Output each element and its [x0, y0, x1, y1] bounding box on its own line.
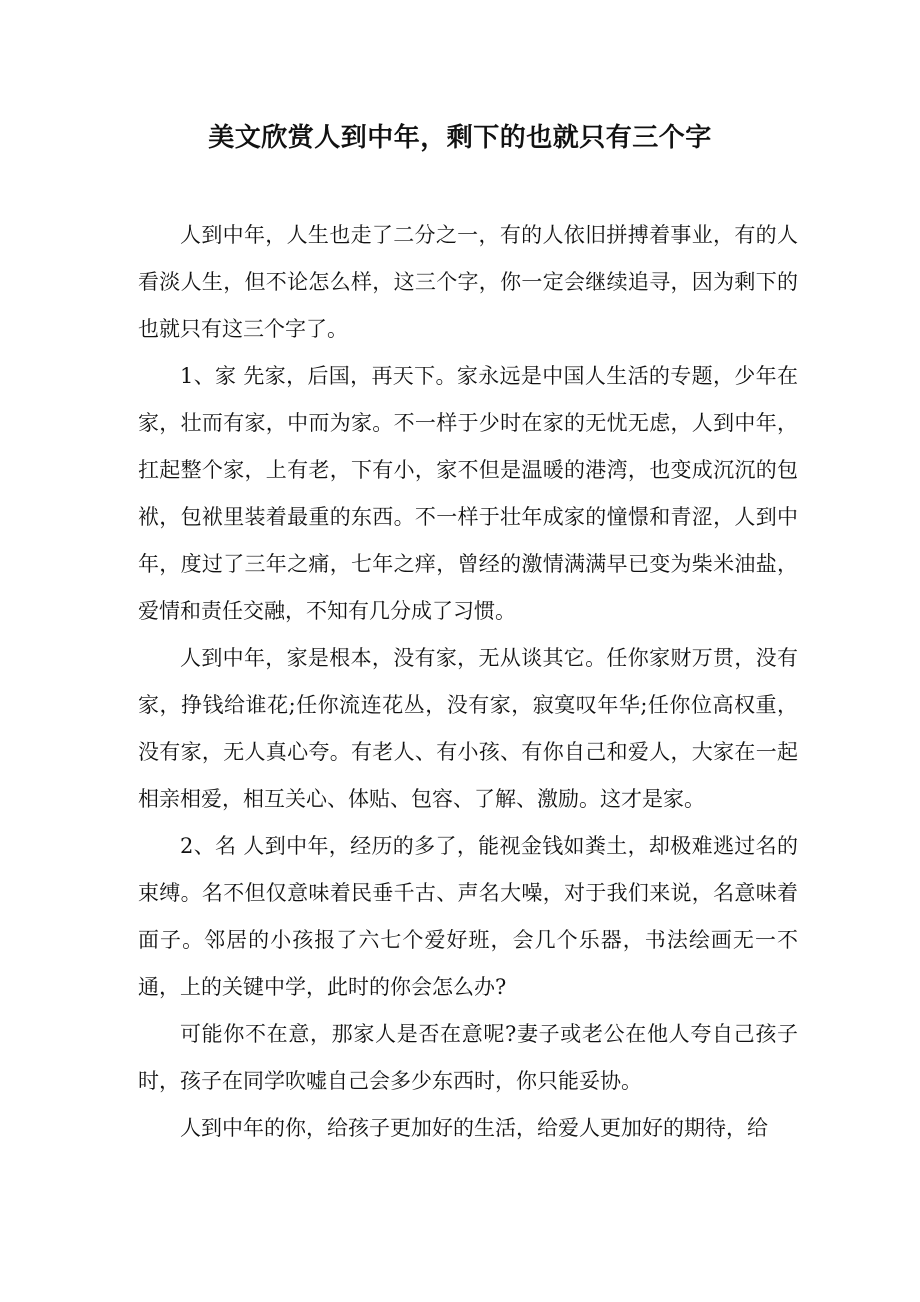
paragraph-intro: 人到中年，人生也走了二分之一，有的人依旧拼搏着事业，有的人看淡人生，但不论怎么样，这三个字，你一定会继续追寻，因为剩下的也就只有这三个字了。 [138, 223, 798, 341]
paragraph-midlife: 人到中年的你，给孩子更加好的生活，给爱人更加好的期待，给 [180, 1116, 768, 1140]
paragraph-name: 2、名 人到中年，经历的多了，能视金钱如粪土，却极难逃过名的束缚。名不但仅意味着民垂千古、声名大噪，对于我们来说，名意味着面子。邻居的小孩报了六七个爱好班，会几个乐器，书法绘画无一不通，上的关键中学，此时的你会怎么办? [138, 834, 798, 999]
paragraph-home-root: 人到中年，家是根本，没有家，无从谈其它。任你家财万贯，没有家，挣钱给谁花;任你流连花丛，没有家，寂寞叹年华;任你位高权重，没有家，无人真心夸。有老人、有小孩、有你自己和爱人，大家在一起相亲相爱，相互关心、体贴、包容、了解、激励。这才是家。 [138, 646, 798, 811]
paragraph-compromise: 可能你不在意，那家人是否在意呢?妻子或老公在他人夸自己孩子时，孩子在同学吹嘘自己会多少东西时，你只能妥协。 [138, 1022, 798, 1093]
document-title: 美文欣赏人到中年，剩下的也就只有三个字 [208, 123, 712, 153]
document-body [138, 212, 798, 1152]
paragraph-home: 1、家 先家，后国，再天下。家永远是中国人生活的专题，少年在家，壮而有家，中而为家。不一样于少时在家的无忧无虑，人到中年，扛起整个家，上有老，下有小，家不但是温暖的港湾，也变成沉沉的包袱，包袱里装着最重的东西。不一样于壮年成家的憧憬和青涩，人到中年，度过了三年之痛，七年之痒，曾经的激情满满早已变为柴米油盐，爱情和责任交融，不知有几分成了习惯。 [138, 364, 798, 623]
